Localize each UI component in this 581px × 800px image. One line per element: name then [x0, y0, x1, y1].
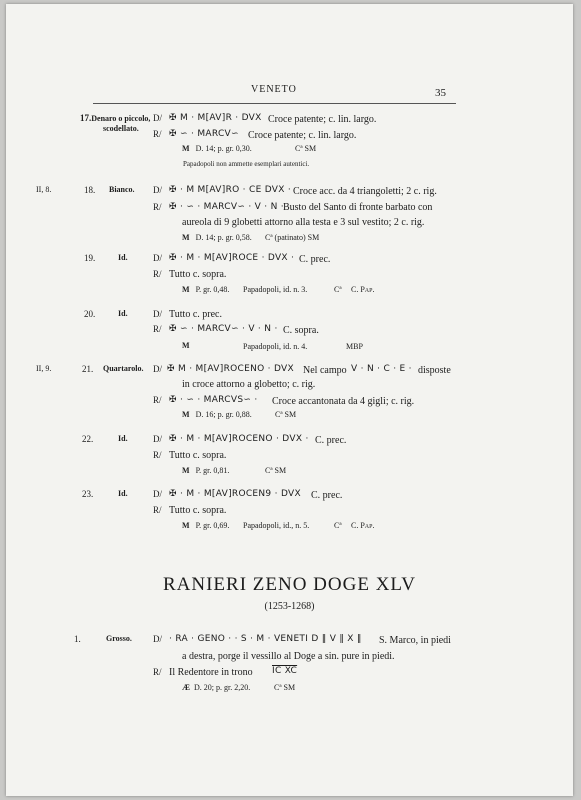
reverse-description: Tutto c. sopra.: [169, 450, 227, 461]
denomination: Bianco.: [109, 185, 135, 194]
reverse-description: Croce accantonata da 4 gigli; c. rig.: [272, 396, 415, 407]
denomination: Id.: [118, 309, 128, 318]
obverse-mark: D/: [153, 253, 162, 263]
source: Papadopoli, id., n. 5.: [243, 521, 310, 530]
running-title: VENETO: [251, 84, 297, 95]
reverse-mark: R/: [153, 667, 162, 677]
reverse-description: Busto del Santo di fronte barbato con: [283, 202, 433, 213]
metal-details: M P. gr. 0,69.: [182, 521, 230, 530]
collection: Cª: [334, 285, 342, 294]
note: Papadopoli non ammette esemplari autentici.: [183, 160, 310, 168]
denomination: Grosso.: [106, 634, 132, 643]
reverse-mark: R/: [153, 202, 162, 212]
metal-details: M D. 14; p. gr. 0,58.: [182, 233, 252, 242]
entry-number: 17.Denaro o piccolo,: [80, 113, 151, 123]
reverse-legend: IC XC: [272, 666, 298, 676]
denomination: Id.: [118, 253, 128, 262]
obverse-description-continued: in croce attorno a globetto; c. rig.: [182, 379, 316, 390]
entry-number: 23.: [82, 489, 94, 499]
entry-number: 1.: [74, 634, 81, 644]
obverse-description: C. prec.: [311, 490, 343, 501]
reverse-legend: ✠ ∽ · MARCV∽ · V · N ·: [169, 324, 278, 334]
obverse-description: C. prec.: [315, 435, 347, 446]
metal-details: M P. gr. 0,48.: [182, 285, 230, 294]
header-rule: [93, 103, 456, 104]
reverse-description: Tutto c. sopra.: [169, 505, 227, 516]
obverse-legend: ✠ · M · M[AV]ROCENO · DVX ·: [169, 434, 309, 444]
obverse-description: Nel campo: [303, 365, 347, 376]
obverse-description: Croce patente; c. lin. largo.: [268, 114, 377, 125]
obverse-mark: D/: [153, 434, 162, 444]
collection-secondary: C. Pap.: [351, 285, 375, 294]
obverse-legend: · RA · GENO · · S · M · VENETI D ‖ V ‖ X ‖: [169, 634, 362, 644]
collection: MBP: [346, 342, 363, 351]
collection-secondary: C. Pap.: [351, 521, 375, 530]
obverse-legend: ✠ · M · M[AV]ROCE · DVX ·: [169, 253, 295, 263]
obverse-description-continued: a destra, porge il vessillo al Doge a sin. pure in piedi.: [182, 651, 395, 662]
obverse-mark: D/: [153, 113, 162, 123]
obverse-field-letters: V · N · C · E ·: [351, 364, 412, 374]
obverse-description: S. Marco, in piedi: [379, 635, 451, 646]
obverse-legend: ✠ · M M[AV]RO · CE DVX ·: [169, 185, 292, 195]
reverse-mark: R/: [153, 505, 162, 515]
entry-number: 21.: [82, 364, 94, 374]
reverse-legend: ✠ · ∽ · MARCVS∽ ·: [169, 395, 258, 405]
plate-reference: II, 9.: [36, 364, 52, 373]
collection: Cª SM: [295, 144, 317, 153]
metal-details: M D. 14; p. gr. 0,30.: [182, 144, 252, 153]
obverse-legend: ✠ · M · M[AV]ROCEN9 · DVX: [169, 489, 301, 499]
metal-details: Æ D. 20; p. gr. 2,20.: [182, 683, 251, 692]
source: Papadopoli, id. n. 3.: [243, 285, 308, 294]
reverse-description: Croce patente; c. lin. largo.: [248, 130, 357, 141]
obverse-description: Tutto c. prec.: [169, 309, 222, 320]
collection: Cª: [334, 521, 342, 530]
reverse-legend: ✠ ∽ · MARCV∽: [169, 129, 239, 139]
reverse-mark: R/: [153, 450, 162, 460]
reverse-mark: R/: [153, 395, 162, 405]
collection: Cª SM: [275, 410, 297, 419]
obverse-legend: ✠ M · M[AV]R · DVX: [169, 113, 262, 123]
reverse-mark: R/: [153, 269, 162, 279]
book-page: [6, 4, 573, 796]
denomination-line2: scodellato.: [103, 124, 139, 133]
obverse-mark: D/: [153, 185, 162, 195]
collection: Cª SM: [265, 466, 287, 475]
collection: Cª (patinato) SM: [265, 233, 320, 242]
section-dates: (1253-1268): [264, 601, 315, 612]
plate-reference: II, 8.: [36, 185, 52, 194]
metal-details: M D. 16; p. gr. 0,88.: [182, 410, 252, 419]
reverse-description: C. sopra.: [283, 325, 319, 336]
reverse-legend: ✠ · ∽ · MARCV∽ · V · N ·: [169, 202, 284, 212]
entry-number: 19.: [84, 253, 96, 263]
obverse-mark: D/: [153, 364, 162, 374]
source: Papadopoli, id. n. 4.: [243, 342, 308, 351]
reverse-mark: R/: [153, 324, 162, 334]
reverse-description: Il Redentore in trono: [169, 667, 253, 678]
obverse-legend: ✠ M · M[AV]ROCENO · DVX: [167, 364, 294, 374]
entry-number: 18.: [84, 185, 96, 195]
entry-number: 22.: [82, 434, 94, 444]
obverse-mark: D/: [153, 489, 162, 499]
metal-details: M P. gr. 0,81.: [182, 466, 230, 475]
reverse-description: Tutto c. sopra.: [169, 269, 227, 280]
denomination: Quartarolo.: [103, 364, 144, 373]
obverse-mark: D/: [153, 309, 162, 319]
collection: Cª SM: [274, 683, 296, 692]
metal: M: [182, 341, 190, 350]
obverse-description-end: disposte: [418, 365, 451, 376]
reverse-description-continued: aureola di 9 globetti attorno alla testa e 3 sul vestito; 2 c. rig.: [182, 217, 425, 228]
section-title: RANIERI ZENO DOGE XLV: [162, 574, 417, 595]
reverse-mark: R/: [153, 129, 162, 139]
obverse-mark: D/: [153, 634, 162, 644]
page-number: 35: [435, 87, 446, 99]
entry-number: 20.: [84, 309, 96, 319]
obverse-description: Croce acc. da 4 triangoletti; 2 c. rig.: [293, 186, 437, 197]
denomination: Id.: [118, 434, 128, 443]
obverse-description: C. prec.: [299, 254, 331, 265]
denomination: Id.: [118, 489, 128, 498]
